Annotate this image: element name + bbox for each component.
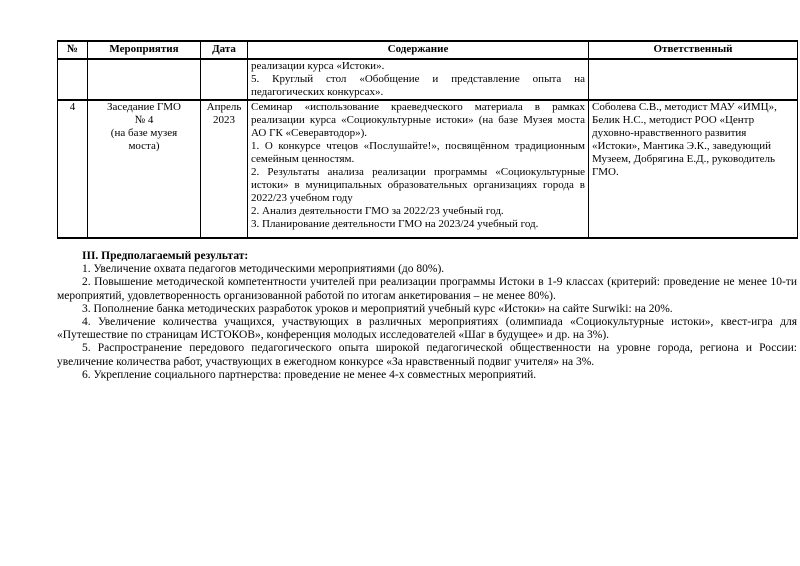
content-paragraph: 2. Анализ деятельности ГМО за 2022/23 учебный год. [251, 205, 504, 217]
content-paragraph: 5. Круглый стол «Обобщение и представление опыта на педагогических конкурсах». [251, 73, 585, 98]
cell-event [88, 100, 201, 238]
col-header-num: № [58, 41, 88, 59]
date-line: Апрель [206, 101, 242, 113]
table-row-4 [58, 100, 798, 238]
result-item: 1. Увеличение охвата педагогов методическими мероприятиями (до 80%). [82, 263, 445, 276]
cell-event [88, 59, 201, 100]
cell-num: 4 [58, 100, 88, 238]
date-line: 2023 [213, 114, 235, 126]
result-item: 3. Пополнение банка методических разработок уроков и мероприятий учебный курс «Истоки» на сайте Surwiki: на 20%. [82, 302, 673, 315]
cell-content [248, 59, 589, 100]
event-line: (на базе музея [110, 127, 178, 139]
methodical-plan-table [57, 40, 798, 239]
cell-date [201, 59, 248, 100]
content-paragraph: реализации курса «Истоки». [251, 60, 385, 72]
event-line: моста) [128, 140, 160, 152]
section-heading: III. Предполагаемый результат: [82, 250, 249, 262]
event-line: Заседание ГМО [107, 101, 181, 113]
cell-content [248, 100, 589, 238]
result-item: 2. Повышение методической компетентности учителей при реализации программы Истоки в 1-9 классах (критерий: проведение не менее 10-ти мероприятий, удовлетворенность организованной работой по итогам анкетирования – не менее 80%). [57, 276, 797, 302]
cell-responsible [589, 59, 798, 100]
result-item: 5. Распространение передового педагогического опыта широкой педагогической общественности на уровне города, региона и России: увеличение количества работ, участвующих в ежегодном конкурсе «За нравственный подвиг учителя» на 3%. [57, 342, 797, 368]
result-item: 4. Увеличение количества учащихся, участвующих в различных мероприятиях (олимпиада «Социокультурные истоки», квест-игра для «Путешествие по страницам ИСТОКОВ», конференция молодых исследователей «Шаг в будущее» и др. на 3%). [57, 316, 797, 342]
col-header-responsible: Ответственный [589, 41, 798, 59]
table-header-row [58, 41, 798, 59]
content-paragraph: Семинар «использование краеведческого материала в рамках реализации курса «Социокультурные истоки» (на базе Музея моста АО ГК «Северавтодор»). [251, 101, 585, 139]
col-header-content: Содержание [248, 41, 589, 59]
result-item: 6. Укрепление социального партнерства: проведение не менее 4-х совместных мероприятий. [82, 368, 537, 381]
content-paragraph: 1. О конкурсе чтецов «Послушайте!», посвящённом традиционным семейным ценностям. [251, 140, 585, 165]
col-header-event: Мероприятия [88, 41, 201, 59]
col-header-date: Дата [201, 41, 248, 59]
cell-num [58, 59, 88, 100]
event-line: № 4 [134, 114, 154, 126]
cell-date [201, 100, 248, 238]
table-row-continuation [58, 59, 798, 100]
content-paragraph: 3. Планирование деятельности ГМО на 2023/24 учебный год. [251, 218, 539, 230]
expected-results-section [57, 250, 797, 382]
cell-responsible: Соболева С.В., методист МАУ «ИМЦ», Белик Н.С., методист РОО «Центр духовно-нравственного развития «Истоки», Мантика Э.К., заведующий Музеем, Добрягина Е.Д., руководитель ГМО. [589, 100, 798, 238]
document-page [57, 40, 797, 382]
content-paragraph: 2. Результаты анализа реализации программы «Социокультурные истоки» в муниципальных образовательных организациях города в 2022/23 учебном году [251, 166, 585, 204]
